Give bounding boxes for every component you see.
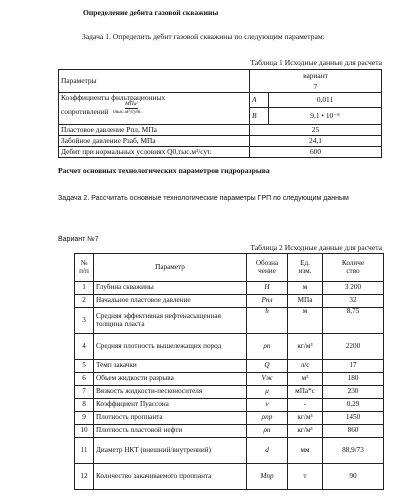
table1 [58, 69, 382, 158]
row-param: Темп закачки [94, 360, 247, 373]
row-qty: 17 [323, 360, 384, 373]
row-unit: м [288, 308, 323, 334]
table-row [75, 360, 384, 373]
row-unit: л/с [288, 360, 323, 373]
row-no: 9 [75, 412, 94, 425]
table-row [75, 334, 384, 360]
header-qty-2: ство [346, 266, 360, 275]
table1-row-label: Забойное давление Pзаб, МПа [59, 136, 250, 147]
row-unit: мм [288, 438, 323, 464]
table-row [75, 399, 384, 412]
table1-row-value: 600 [250, 147, 382, 158]
table1-header-param: Параметры [59, 70, 250, 93]
row-param: Коэффициент Пуассона [94, 399, 247, 412]
row-param: Начальное пластовое давление [94, 295, 247, 308]
section1-title: Определение дебита газовой скважины [83, 8, 219, 17]
row-param: Количество закачиваемого проппанта [94, 464, 247, 490]
row-no: 8 [75, 399, 94, 412]
section2-title: Расчет основных технологических параметров гидроразрыва [58, 166, 270, 175]
table1-row-label: Дебит при нормальных условиях Q0,тыс.м³/сут. [59, 147, 250, 158]
row-qty: 8,75 [323, 308, 384, 334]
header-unit-1: Ед. [300, 258, 310, 267]
row-unit: кг/м³ [288, 412, 323, 425]
row-qty: 90 [323, 464, 384, 490]
row-no: 11 [75, 438, 94, 464]
row-no: 3 [75, 308, 94, 334]
row-symbol: Vж [247, 373, 288, 386]
row-param: Средняя эффективная нефтенасыщенная толщина пласта [94, 308, 247, 334]
row-no: 2 [75, 295, 94, 308]
table2-header-param: Параметр [94, 254, 247, 282]
header-no-1: № [80, 258, 88, 267]
row-no: 4 [75, 334, 94, 360]
row-qty: 860 [323, 425, 384, 438]
row-symbol: Pпл [247, 295, 288, 308]
table2-header-unit [288, 254, 323, 282]
table2-header-qty [323, 254, 384, 282]
table-row [75, 438, 384, 464]
row-qty: 32 [323, 295, 384, 308]
header-unit-2: изм. [298, 266, 312, 275]
header-sym-1: Обозна [255, 258, 279, 267]
row-symbol: d [247, 438, 288, 464]
row-param: Глубина скважины [94, 282, 247, 295]
coeff-letter-a: A [250, 93, 269, 108]
table-row [75, 373, 384, 386]
row-unit: - [288, 399, 323, 412]
row-unit: кг/м³ [288, 334, 323, 360]
table-row [75, 412, 384, 425]
row-qty: 88,9/73 [323, 438, 384, 464]
row-unit: т [288, 464, 323, 490]
table-row [75, 386, 384, 399]
table2 [74, 253, 384, 490]
table2-caption: Таблица 2 Исходные данные для расчета [250, 243, 382, 252]
row-unit: м³ [288, 373, 323, 386]
row-symbol: h [247, 308, 288, 334]
row-symbol: ρп [247, 334, 288, 360]
table1-row-value: 25 [250, 125, 382, 136]
row-param: Средняя плотность вышележащих пород [94, 334, 247, 360]
variant-label: Вариант №7 [58, 236, 99, 243]
table-row [75, 308, 384, 334]
row-param: Плотность проппанта [94, 412, 247, 425]
header-qty-1: Количе [341, 258, 365, 267]
row-symbol: Q [247, 360, 288, 373]
coeff-unit-bottom: тыс.м³/сут. [113, 108, 142, 115]
row-qty: 180 [323, 373, 384, 386]
row-qty: 2200 [323, 334, 384, 360]
row-qty: 230 [323, 386, 384, 399]
coeff-label-1: Коэффициенты фильтрационных [61, 93, 166, 102]
row-unit: м [288, 282, 323, 295]
row-unit: МПа [288, 295, 323, 308]
coeff-value-a: 0,011 [269, 93, 382, 108]
table-row [75, 295, 384, 308]
row-param: Диаметр НКТ (внешний/внутренний) [94, 438, 247, 464]
coeff-value-b: 9,1 • 10⁻⁵ [269, 108, 382, 125]
row-param: Объем жидкости разрыва [94, 373, 247, 386]
table2-header-no [75, 254, 94, 282]
table1-caption: Таблица 1 Исходные данные для расчета [250, 58, 382, 67]
row-no: 10 [75, 425, 94, 438]
table1-variant-no: 7 [250, 83, 382, 93]
task1-text: Задача 1. Определить дебит газовой скважины по следующим параметрам: [82, 32, 325, 41]
row-param: Плотность пластовой нефти [94, 425, 247, 438]
row-symbol: ν [247, 399, 288, 412]
row-no: 12 [75, 464, 94, 490]
row-symbol: ρн [247, 425, 288, 438]
table-row [75, 464, 384, 490]
row-symbol: Mпр [247, 464, 288, 490]
coeff-letter-b: B [250, 108, 269, 125]
row-no: 5 [75, 360, 94, 373]
table2-header-symbol [247, 254, 288, 282]
row-unit: кг/м³ [288, 425, 323, 438]
table1-row-coefficients [59, 93, 250, 125]
header-sym-2: чение [258, 266, 276, 275]
row-no: 1 [75, 282, 94, 295]
row-symbol: H [247, 282, 288, 295]
row-symbol: μ [247, 386, 288, 399]
coeff-unit-top: МПа² [125, 100, 139, 107]
table1-row-value: 24,1 [250, 136, 382, 147]
table-row [75, 282, 384, 295]
row-symbol: ρпр [247, 412, 288, 425]
coeff-label-2: сопротивлений [61, 106, 109, 116]
table1-row-label: Пластовое давление Pпл, МПа [59, 125, 250, 136]
row-no: 7 [75, 386, 94, 399]
row-qty: 0,29 [323, 399, 384, 412]
row-qty: 1450 [323, 412, 384, 425]
header-no-2: п/п [79, 266, 89, 275]
row-unit: мПа*с [288, 386, 323, 399]
row-param: Вязкость жидкости-песконосителя [94, 386, 247, 399]
table1-header-variant: вариант [250, 70, 382, 83]
row-qty: 3 200 [323, 282, 384, 295]
row-no: 6 [75, 373, 94, 386]
task2-text: Задача 2. Рассчитать основные технологические параметры ГРП по следующим данным [58, 195, 349, 202]
table-row [75, 425, 384, 438]
